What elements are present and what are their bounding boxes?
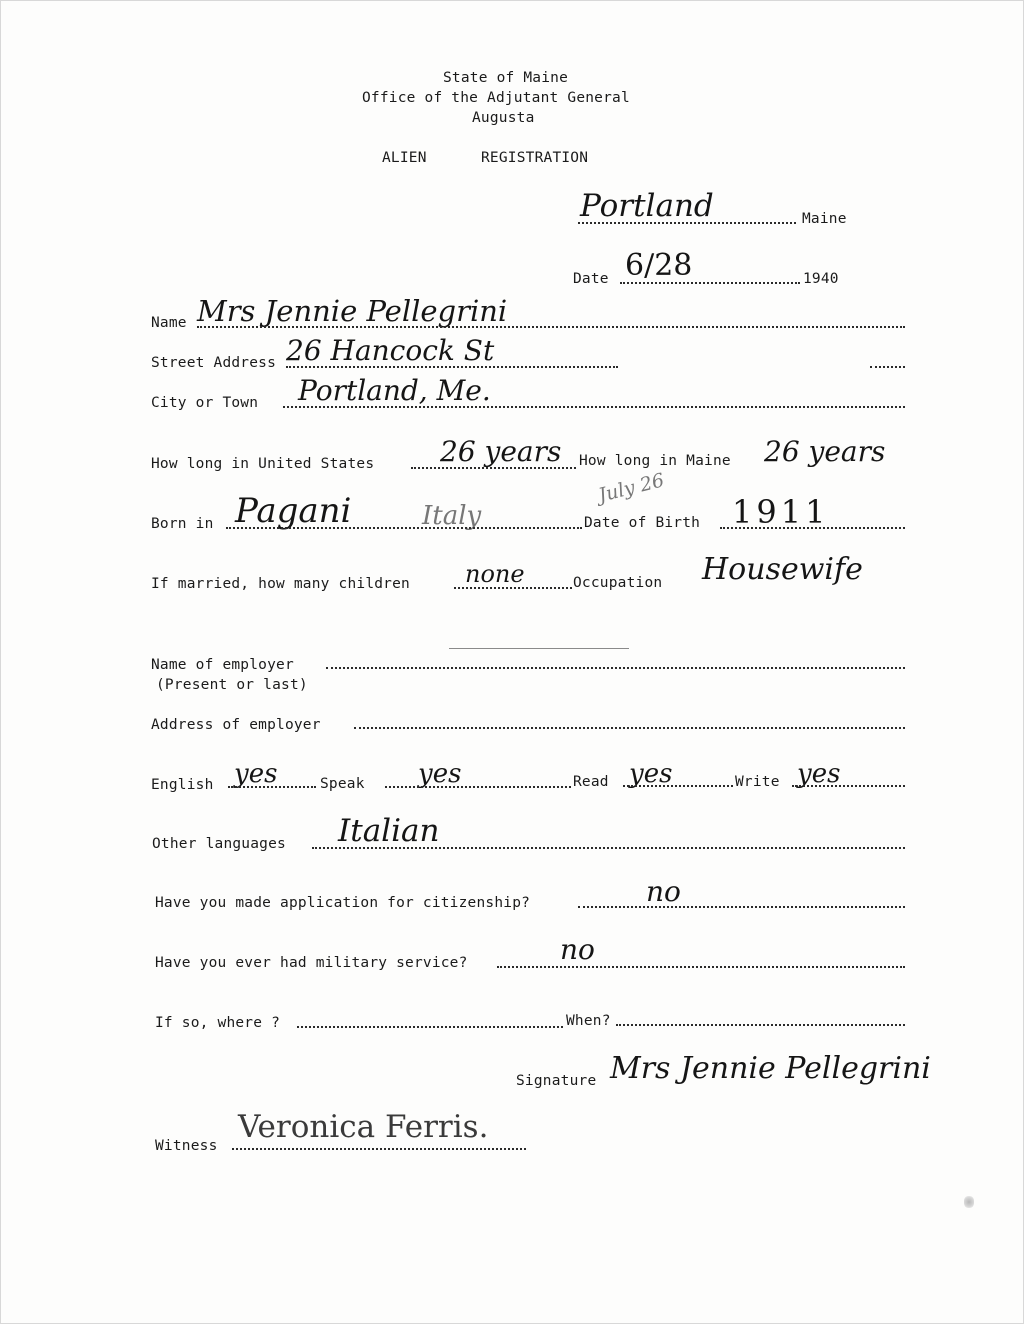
born-dots bbox=[226, 527, 582, 529]
write-handwritten: yes bbox=[797, 759, 841, 789]
maine-label: How long in Maine bbox=[579, 453, 731, 469]
read-label: Read bbox=[573, 774, 609, 790]
city-label: City or Town bbox=[151, 395, 259, 411]
name-dots bbox=[197, 326, 905, 328]
employer-sublabel: (Present or last) bbox=[156, 677, 308, 693]
born-annotation: July 26 bbox=[596, 469, 667, 507]
read-dots bbox=[623, 785, 733, 787]
us-dots bbox=[411, 467, 576, 469]
when-label: When? bbox=[566, 1013, 611, 1029]
speak-handwritten: yes bbox=[418, 759, 462, 789]
signature-handwritten: Mrs Jennie Pellegrini bbox=[610, 1051, 931, 1086]
street-dots bbox=[286, 366, 618, 368]
date-label: Date bbox=[573, 271, 609, 287]
citizenship-handwritten: no bbox=[646, 875, 681, 908]
date-handwritten: 6/28 bbox=[625, 248, 693, 283]
witness-dots bbox=[232, 1148, 526, 1150]
military-dots bbox=[497, 966, 905, 968]
place-handwritten: Portland bbox=[580, 188, 714, 224]
witness-label: Witness bbox=[155, 1138, 218, 1154]
military-label: Have you ever had military service? bbox=[155, 955, 468, 971]
citizenship-label: Have you made application for citizenship? bbox=[155, 895, 531, 911]
paper-speck bbox=[964, 1196, 974, 1208]
born-country-faint: Italy bbox=[422, 501, 482, 531]
languages-label: Other languages bbox=[152, 836, 286, 852]
born-label: Born in bbox=[151, 516, 214, 532]
occupation-handwritten: Housewife bbox=[702, 552, 863, 587]
separator-stroke bbox=[449, 648, 629, 649]
dob-dots bbox=[720, 527, 905, 529]
street-dots-end bbox=[870, 366, 905, 368]
header-city: Augusta bbox=[472, 110, 535, 126]
where-dots bbox=[297, 1026, 563, 1028]
born-handwritten: Pagani bbox=[235, 491, 352, 531]
children-handwritten: none bbox=[465, 560, 525, 588]
children-dots bbox=[454, 587, 572, 589]
header-office: Office of the Adjutant General bbox=[362, 90, 630, 106]
street-label: Street Address bbox=[151, 355, 277, 371]
form-title-alien: ALIEN bbox=[382, 150, 427, 166]
form-title-registration: REGISTRATION bbox=[481, 150, 589, 166]
date-year: 1940 bbox=[803, 271, 839, 287]
read-handwritten: yes bbox=[629, 759, 673, 789]
city-handwritten: Portland, Me. bbox=[298, 374, 491, 407]
when-dots bbox=[616, 1024, 905, 1026]
street-handwritten: 26 Hancock St bbox=[286, 334, 495, 367]
place-suffix: Maine bbox=[802, 211, 847, 227]
employer-dots bbox=[326, 667, 905, 669]
where-label: If so, where ? bbox=[155, 1015, 281, 1031]
speak-dots bbox=[385, 786, 571, 788]
children-label: If married, how many children bbox=[151, 576, 410, 592]
name-handwritten: Mrs Jennie Pellegrini bbox=[197, 294, 508, 328]
english-label: English bbox=[151, 777, 214, 793]
languages-handwritten: Italian bbox=[338, 813, 440, 849]
english-dots bbox=[228, 786, 316, 788]
dob-label: Date of Birth bbox=[584, 515, 701, 531]
speak-label: Speak bbox=[320, 776, 365, 792]
place-dots bbox=[578, 222, 796, 224]
citizenship-dots bbox=[578, 906, 905, 908]
witness-handwritten: Veronica Ferris. bbox=[238, 1109, 489, 1145]
employer-label: Name of employer bbox=[151, 657, 294, 673]
name-label: Name bbox=[151, 315, 187, 331]
military-handwritten: no bbox=[560, 933, 595, 966]
employer-address-label: Address of employer bbox=[151, 717, 321, 733]
dob-handwritten: 1911 bbox=[732, 493, 830, 531]
city-dots bbox=[283, 406, 905, 408]
us-handwritten: 26 years bbox=[440, 435, 562, 468]
occupation-label: Occupation bbox=[573, 575, 663, 591]
signature-label: Signature bbox=[516, 1073, 597, 1089]
write-label: Write bbox=[735, 774, 780, 790]
maine-handwritten: 26 years bbox=[764, 435, 886, 468]
header-state: State of Maine bbox=[443, 70, 569, 86]
write-dots bbox=[792, 785, 905, 787]
us-label: How long in United States bbox=[151, 456, 375, 472]
english-handwritten: yes bbox=[234, 759, 278, 789]
employer-address-dots bbox=[354, 727, 905, 729]
date-dots bbox=[620, 282, 800, 284]
languages-dots bbox=[312, 847, 905, 849]
